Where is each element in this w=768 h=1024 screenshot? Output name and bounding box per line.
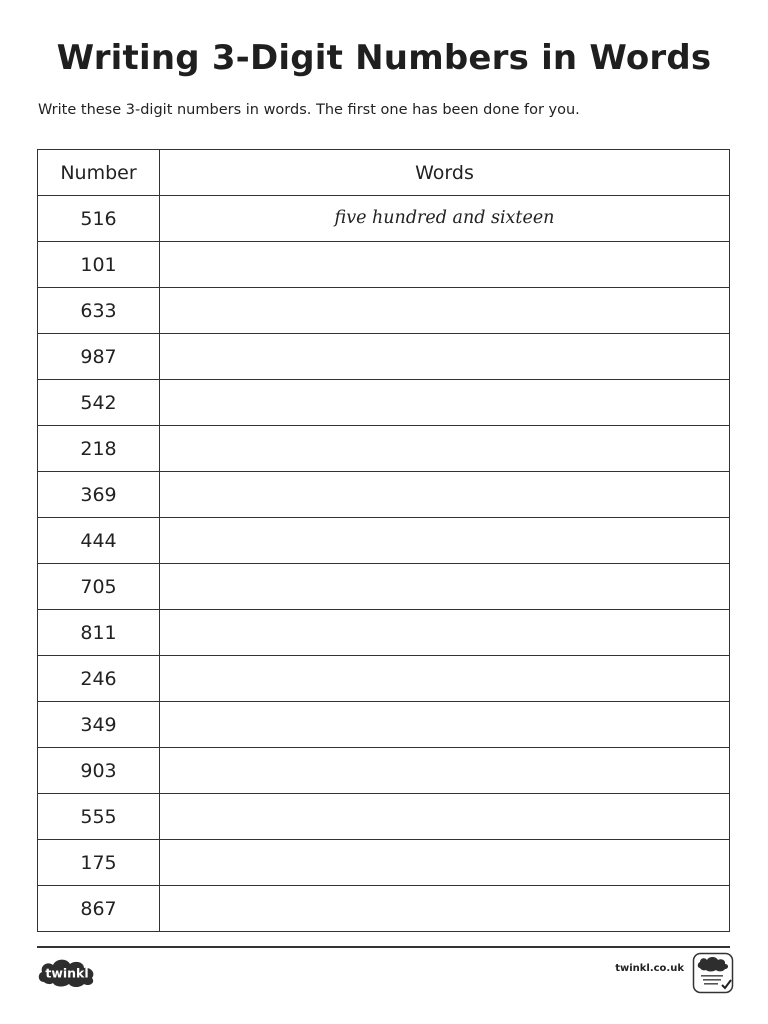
instructions: Write these 3-digit numbers in words. The first one has been done for you. (38, 102, 580, 118)
words-cell[interactable] (160, 242, 730, 288)
logo-text: twinkl (45, 965, 89, 981)
number-cell: 516 (38, 196, 160, 242)
number-cell: 542 (38, 380, 160, 426)
table-row (38, 196, 730, 242)
words-cell[interactable] (160, 288, 730, 334)
number-cell: 246 (38, 656, 160, 702)
number-cell: 555 (38, 794, 160, 840)
table-header-row (38, 150, 730, 196)
table-row (38, 380, 730, 426)
words-cell[interactable] (160, 564, 730, 610)
number-cell: 218 (38, 426, 160, 472)
table-row (38, 334, 730, 380)
column-header-words: Words (160, 150, 730, 196)
number-cell: 349 (38, 702, 160, 748)
column-header-number: Number (38, 150, 160, 196)
number-cell: 903 (38, 748, 160, 794)
table-row (38, 794, 730, 840)
words-cell[interactable] (160, 748, 730, 794)
words-cell[interactable] (160, 702, 730, 748)
table-row (38, 656, 730, 702)
words-cell[interactable]: five hundred and sixteen (160, 196, 730, 242)
words-cell[interactable] (160, 656, 730, 702)
table-row (38, 748, 730, 794)
words-cell[interactable] (160, 472, 730, 518)
quality-badge-icon (692, 952, 734, 994)
number-cell: 867 (38, 886, 160, 932)
number-cell: 705 (38, 564, 160, 610)
number-cell: 175 (38, 840, 160, 886)
words-cell[interactable] (160, 518, 730, 564)
table-row (38, 564, 730, 610)
page-title: Writing 3-Digit Numbers in Words (56, 38, 712, 78)
words-cell[interactable] (160, 794, 730, 840)
words-cell[interactable] (160, 840, 730, 886)
site-url[interactable]: twinkl.co.uk (615, 963, 684, 974)
table-row (38, 702, 730, 748)
words-cell[interactable] (160, 426, 730, 472)
table-row (38, 610, 730, 656)
number-cell: 101 (38, 242, 160, 288)
numbers-table (37, 149, 730, 932)
table-row (38, 518, 730, 564)
words-cell[interactable] (160, 334, 730, 380)
number-cell: 633 (38, 288, 160, 334)
table-row (38, 886, 730, 932)
table-row (38, 288, 730, 334)
words-cell[interactable] (160, 886, 730, 932)
table-row (38, 426, 730, 472)
footer-divider (37, 946, 730, 948)
number-cell: 369 (38, 472, 160, 518)
twinkl-logo-icon[interactable] (36, 956, 98, 988)
table-row (38, 472, 730, 518)
words-cell[interactable] (160, 610, 730, 656)
number-cell: 987 (38, 334, 160, 380)
number-cell: 444 (38, 518, 160, 564)
table-row (38, 242, 730, 288)
number-cell: 811 (38, 610, 160, 656)
table-row (38, 840, 730, 886)
words-cell[interactable] (160, 380, 730, 426)
